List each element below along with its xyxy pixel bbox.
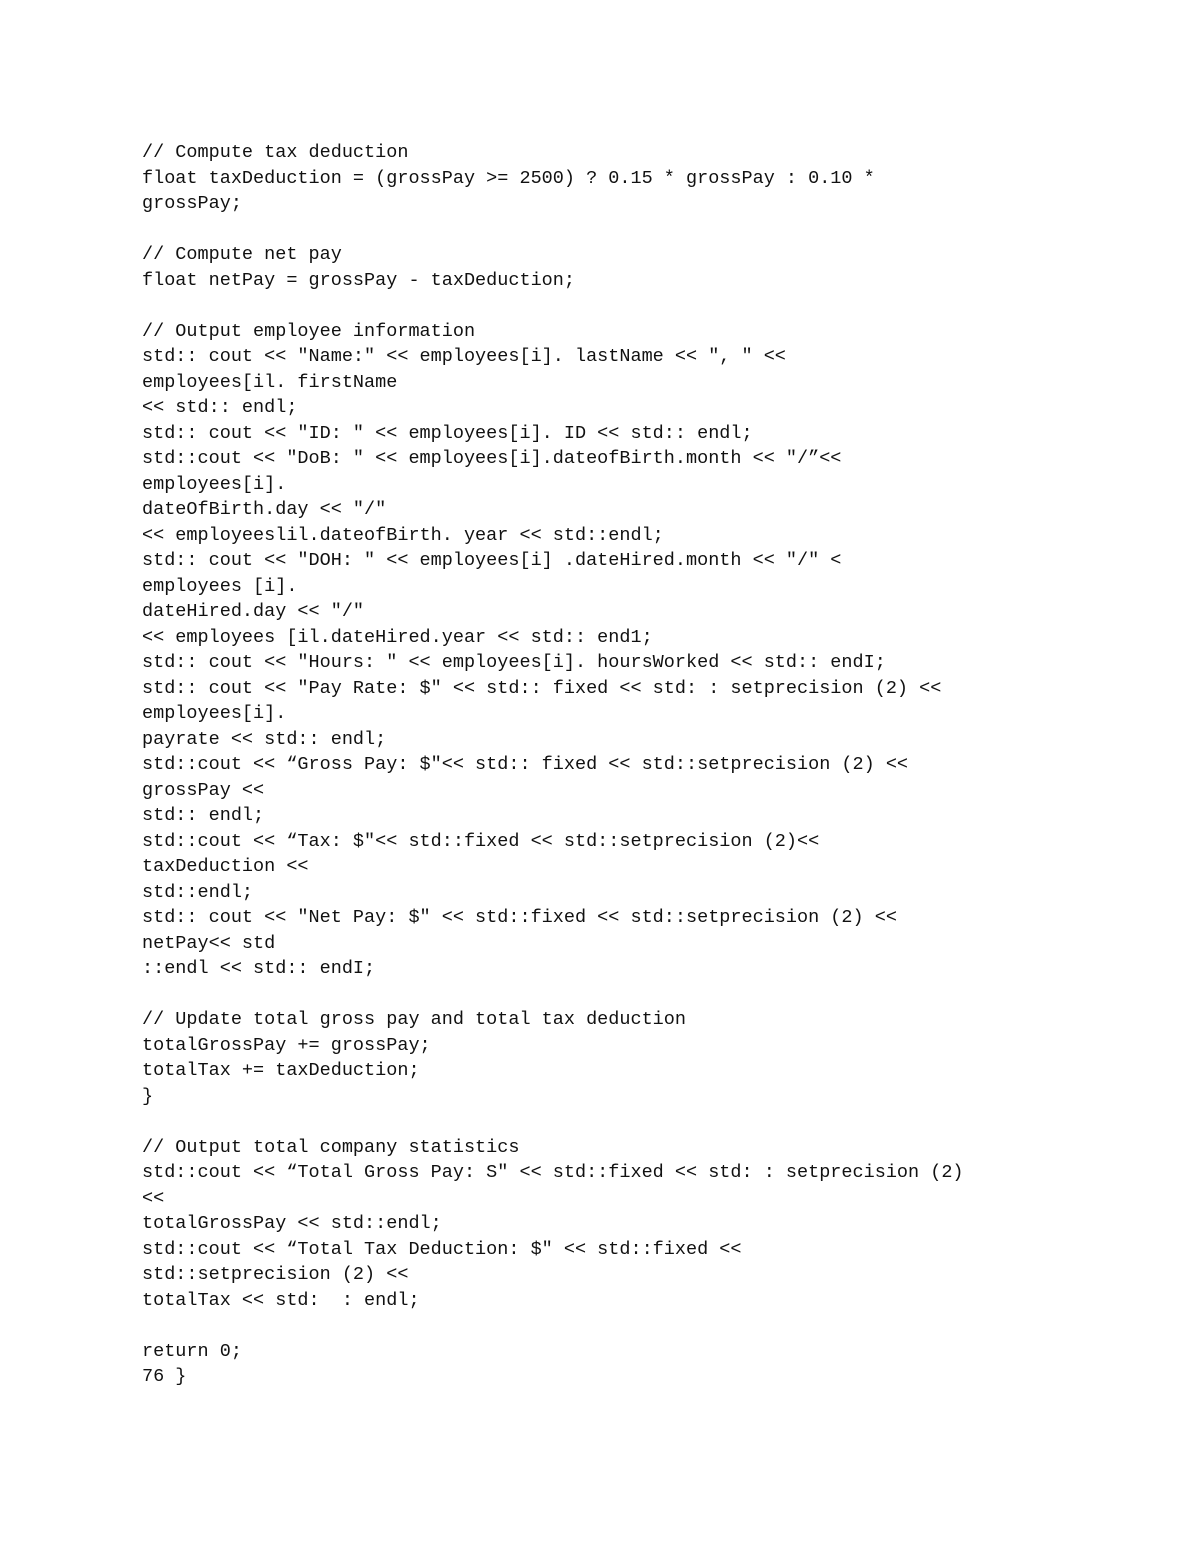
code-line: std::setprecision (2) << [142, 1264, 409, 1285]
code-block [142, 140, 1142, 1390]
code-line: employees [i]. [142, 575, 298, 597]
blank-line [142, 217, 1142, 243]
code-line: std:: cout << "Name:" << employees[i]. lastName << ", " << [142, 346, 786, 367]
blank-line [142, 1109, 1142, 1135]
blank-line [142, 982, 1142, 1008]
code-line: totalGrossPay += grossPay; [142, 1034, 431, 1056]
code-line: std:: endl; [142, 805, 265, 826]
code-line: << [142, 1187, 165, 1209]
code-line: std:: cout << "Net Pay: $" << std::fixed << std::setprecision (2) << [142, 907, 897, 928]
code-line: 76 } [142, 1366, 187, 1387]
code-line: std:: cout << "DOH: " << employees[i] .dateHired.month << "/" < [142, 550, 842, 571]
code-line: float taxDeduction = (grossPay >= 2500) ? 0.15 * grossPay : 0.10 * [142, 167, 875, 189]
code-line: // Update total gross pay and total tax deduction [142, 1009, 686, 1030]
code-line: employees[i]. [142, 473, 287, 495]
code-line: std::cout << "DoB: " << employees[i].dateofBirth.month << "/”<< [142, 448, 842, 469]
code-line: dateOfBirth.day << "/" [142, 499, 387, 520]
code-line: std:: cout << "Pay Rate: $" << std:: fixed << std: : setprecision (2) << [142, 677, 942, 699]
blank-line [142, 293, 1142, 319]
code-line: payrate << std:: endl; [142, 728, 387, 750]
code-line: std::cout << “Tax: $"<< std::fixed << std::setprecision (2)<< [142, 830, 820, 852]
code-line: employees[i]. [142, 703, 287, 724]
code-line: std:: cout << "Hours: " << employees[i]. hoursWorked << std:: endI; [142, 652, 886, 673]
code-line: } [142, 1085, 154, 1107]
code-line: netPay<< std [142, 932, 276, 954]
code-line: employees[il. firstName [142, 371, 398, 393]
code-line: << employees [il.dateHired.year << std:: end1; [142, 626, 653, 648]
code-line: // Output total company statistics [142, 1136, 520, 1158]
code-line: grossPay << [142, 779, 265, 801]
code-line: totalTax += taxDeduction; [142, 1060, 420, 1081]
code-line: taxDeduction << [142, 856, 309, 877]
code-line: // Compute tax deduction [142, 142, 409, 163]
code-line: float netPay = grossPay - taxDeduction; [142, 269, 575, 291]
code-line: << std:: endl; [142, 397, 298, 418]
code-line: totalGrossPay << std::endl; [142, 1213, 442, 1234]
code-line: std::cout << “Total Gross Pay: S" << std::fixed << std: : setprecision (2) [142, 1162, 964, 1183]
code-line: std:: cout << "ID: " << employees[i]. ID << std:: endl; [142, 422, 753, 444]
code-line: totalTax << std: : endl; [142, 1289, 420, 1311]
code-line: std::endl; [142, 881, 254, 903]
code-line: grossPay; [142, 193, 242, 214]
code-line: // Output employee information [142, 320, 476, 342]
code-line: std::cout << “Gross Pay: $"<< std:: fixed << std::setprecision (2) << [142, 754, 909, 775]
code-line: dateHired.day << "/" [142, 601, 365, 622]
code-line: // Compute net pay [142, 244, 342, 265]
blank-line [142, 1313, 1142, 1339]
code-line: return 0; [142, 1340, 242, 1362]
code-line: std::cout << “Total Tax Deduction: $" << std::fixed << [142, 1238, 742, 1260]
code-line: << employeeslil.dateofBirth. year << std::endl; [142, 524, 664, 546]
code-line: ::endl << std:: endI; [142, 958, 376, 979]
